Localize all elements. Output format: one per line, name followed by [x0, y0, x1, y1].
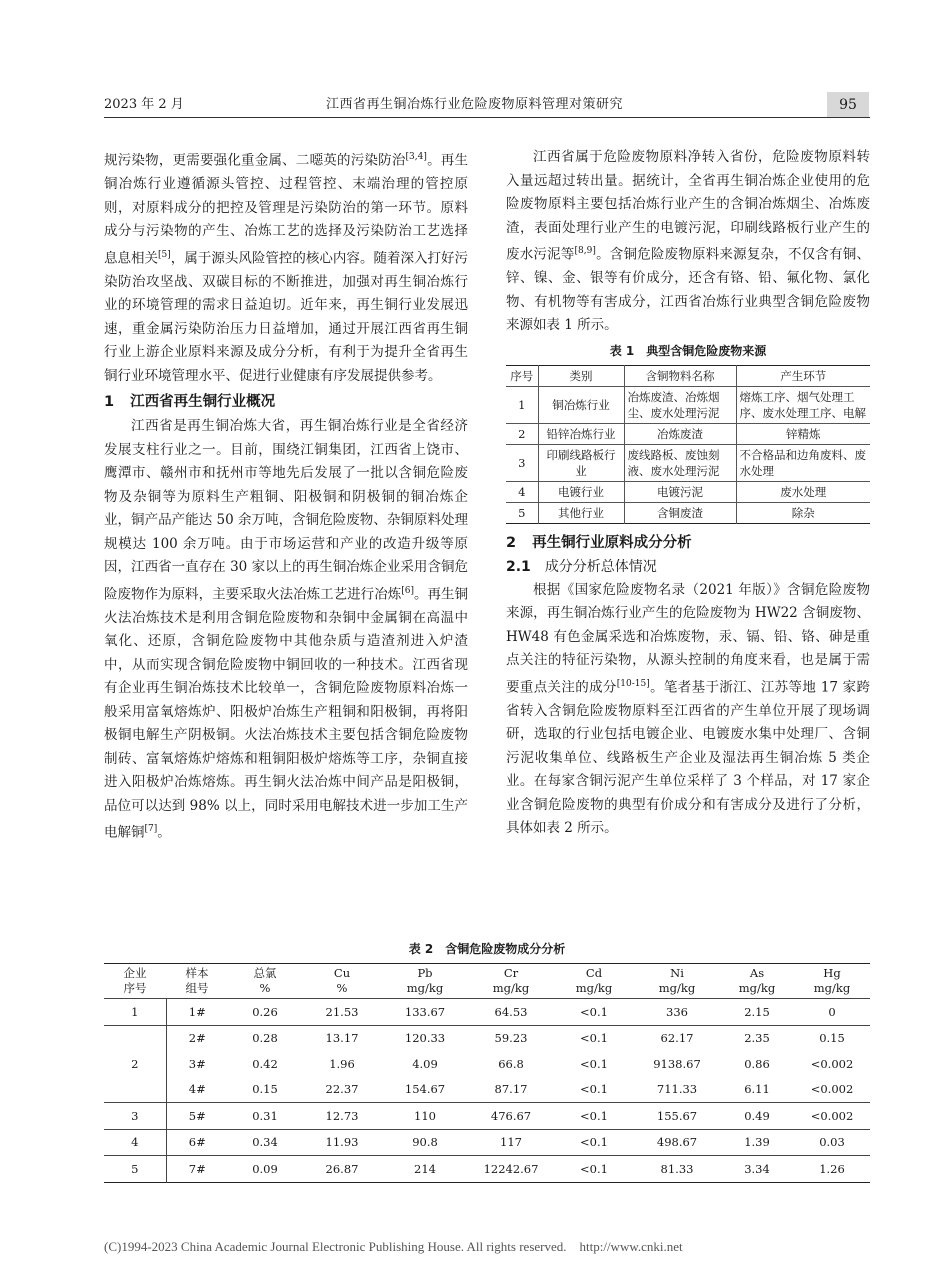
column-header: 类别 [538, 365, 624, 386]
right-column [506, 146, 870, 841]
column-header: 产生环节 [736, 365, 870, 386]
column-header-pb: Pb mg/kg [382, 964, 468, 999]
column-header: 含铜物料名称 [624, 365, 736, 386]
table-header-row [104, 964, 870, 999]
citation[interactable]: [8,9] [574, 246, 596, 256]
citation[interactable]: [6] [401, 585, 414, 596]
table-row: 4 6# 0.34 11.93 90.8 117 <0.1 498.67 1.39 0.03 [104, 1129, 870, 1156]
column-header-as: As mg/kg [720, 964, 794, 999]
table-1-caption: 表 1 典型含铜危险废物来源 [609, 343, 767, 358]
header-rule [104, 117, 870, 118]
table-header-row [506, 365, 870, 386]
column-header-cd: Cd mg/kg [554, 964, 634, 999]
column-header-hg: Hg mg/kg [794, 964, 870, 999]
column-header-cr: Cr mg/kg [468, 964, 554, 999]
citation[interactable]: [3,4] [405, 152, 427, 162]
table-row: 3# 0.42 1.96 4.09 66.8 <0.1 9138.67 0.86 <0.002 [104, 1051, 870, 1077]
table-row: 3 5# 0.31 12.73 110 476.67 <0.1 155.67 0.49 <0.002 [104, 1103, 870, 1130]
page-number: 95 [827, 92, 869, 118]
table-row: 2 铅锌冶炼行业 冶炼废渣 锌精炼 [506, 423, 870, 444]
citation[interactable]: [5] [158, 249, 171, 260]
column-header-chlorine: 总氯 % [228, 964, 302, 999]
column-header-sample: 样本 组号 [166, 964, 228, 999]
running-header-date: 2023 年 2 月 [104, 97, 184, 112]
section-2-heading: 2 再生铜行业原料成分分析 [506, 534, 692, 551]
citation[interactable]: [7] [144, 824, 158, 834]
running-header-title: 江西省再生铜冶炼行业危险废物原料管理对策研究 [326, 97, 624, 112]
paragraph-intro-continued: 规污染物，更需要强化重金属、二噁英的污染防治[3,4]。再生铜冶炼行业遵循源头管控、过程管控、末端治理的管控原则，对原料成分的把控及管理是污染防治的第一环节。原料成分与污染物的产生、冶炼工艺的选择及污染防治工艺选择息息相关[5]，属于源头风险管控的核心内容。随着深入打好污染防治攻坚战、双碳目标的不断推进，加强对再生铜冶炼行业的环境管理的需求日益迫切。近年来，再生铜行业发展迅速，重金属污染防治压力日益增加，通过开展江西省再生铜行业上游企业原料来源及成分分析，有利于为提升全省再生铜行业环境管理水平、促进行业健康有序发展提供参考。 [104, 152, 469, 384]
table-row: 2 2# 0.28 13.17 120.33 59.23 <0.1 62.17 2.35 0.15 [104, 1025, 870, 1051]
paragraph-section-2-1: 根据《国家危险废物名录（2021 年版）》含铜危险废物来源，再生铜冶炼行业产生的危险废物为 HW22 含铜废物、HW48 有色金属采选和冶炼废物，汞、镉、铅、铬、砷是重点关注的特征污染物，从源头控制的角度来看，也是属于需要重点关注的成分[10-15]。笔者基于浙江、江苏等地 17 家跨省转入含铜危险废物原料至江西省的产生单位开展了现场调研，选取的行业包括电镀企业、电镀废水集中处理厂、含铜污泥收集单位、线路板生产企业及湿法再生铜冶炼 5 类企业。在每家含铜污泥产生单位采样了 3 个样品，对 17 家企业含铜危险废物的典型有价成分和有害成分及进行了分析，具体如表 2 所示。 [506, 581, 871, 836]
table-row: 1 铜冶炼行业 冶炼废渣、冶炼烟尘、废水处理污泥 熔炼工序、烟气处理工序、废水处理工序、电解 [506, 386, 870, 423]
table-2-block [104, 936, 870, 1183]
table-2-caption: 表 2 含铜危险废物成分分析 [408, 942, 566, 956]
column-header-cu: Cu % [302, 964, 382, 999]
paragraph-source-overview: 江西省属于危险废物原料净转入省份，危险废物原料转入量远超过转出量。据统计，全省再生铜冶炼企业使用的危险废物原料主要包括冶炼行业产生的含铜冶炼烟尘、冶炼废渣，表面处理行业产生的电镀污泥，印刷线路板行业产生的废水污泥等[8,9]。含铜危险废物原料来源复杂，不仅含有铜、锌、镍、金、银等有价成分，还含有铬、铅、氟化物、氯化物、有机物等有害成分，江西省冶炼行业典型含铜危险废物来源如表 1 所示。 [506, 149, 870, 333]
section-2-1-heading: 2.1 成分分析总体情况 [506, 558, 657, 575]
copyright-footer: (C)1994-2023 China Academic Journal Electronic Publishing House. All rights reserved. http://www.cnki.net [104, 1239, 683, 1254]
table-1 [506, 365, 870, 524]
table-row: 1 1# 0.26 21.53 133.67 64.53 <0.1 336 2.15 0 [104, 999, 870, 1026]
table-row: 4# 0.15 22.37 154.67 87.17 <0.1 711.33 6.11 <0.002 [104, 1077, 870, 1103]
paragraph-section-1: 江西省是再生铜冶炼大省，再生铜冶炼行业是全省经济发展支柱行业之一。目前，围绕江铜集团，江西省上饶市、鹰潭市、赣州市和抚州市等地先后发展了一批以含铜危险废物及杂铜等为原料生产粗铜、阳极铜和阴极铜的铜冶炼企业，铜产品产能达 50 余万吨，含铜危险废物、杂铜原料处理规模达 100 余万吨。由于市场运营和产业的改造升级等原因，江西省一直存在 30 家以上的再生铜冶炼企业采用含铜危险废物作为原料，主要采取火法冶炼工艺进行冶炼[6]。再生铜火法冶炼技术是利用含铜危险废物和杂铜中金属铜在高温中氧化、还原，含铜危险废物中其他杂质与造渣剂进入炉渣中，从而实现含铜危险废物中铜回收的一种技术。江西省现有企业再生铜冶炼技术比较单一，含铜危险废物原料冶炼一般采用富氧熔炼炉、阳极炉冶炼生产粗铜和阳极铜，再将阳极铜电解生产阴极铜。火法冶炼技术主要包括含铜危险废物制砖、富氧熔炼炉熔炼和粗铜阳极炉熔炼等工序，杂铜直接进入阳极炉冶炼熔炼。再生铜火法冶炼中间产品是阳极铜，品位可以达到 98% 以上，同时采用电解技术进一步加工生产电解铜[7]。 [104, 418, 469, 841]
column-header-ni: Ni mg/kg [634, 964, 720, 999]
table-row: 5 其他行业 含铜废渣 除杂 [506, 502, 870, 523]
table-2 [104, 963, 870, 1183]
table-row: 5 7# 0.09 26.87 214 12242.67 <0.1 81.33 3.34 1.26 [104, 1156, 870, 1183]
table-row: 3 印刷线路板行业 废线路板、废蚀刻液、废水处理污泥 不合格品和边角废料、废水处理 [506, 444, 870, 481]
section-1-heading: 1 江西省再生铜行业概况 [104, 394, 276, 410]
column-header: 序号 [506, 365, 538, 386]
column-header-enterprise: 企业 序号 [104, 964, 166, 999]
table-row: 4 电镀行业 电镀污泥 废水处理 [506, 481, 870, 502]
left-column [104, 146, 468, 845]
citation[interactable]: [10-15] [616, 678, 650, 689]
